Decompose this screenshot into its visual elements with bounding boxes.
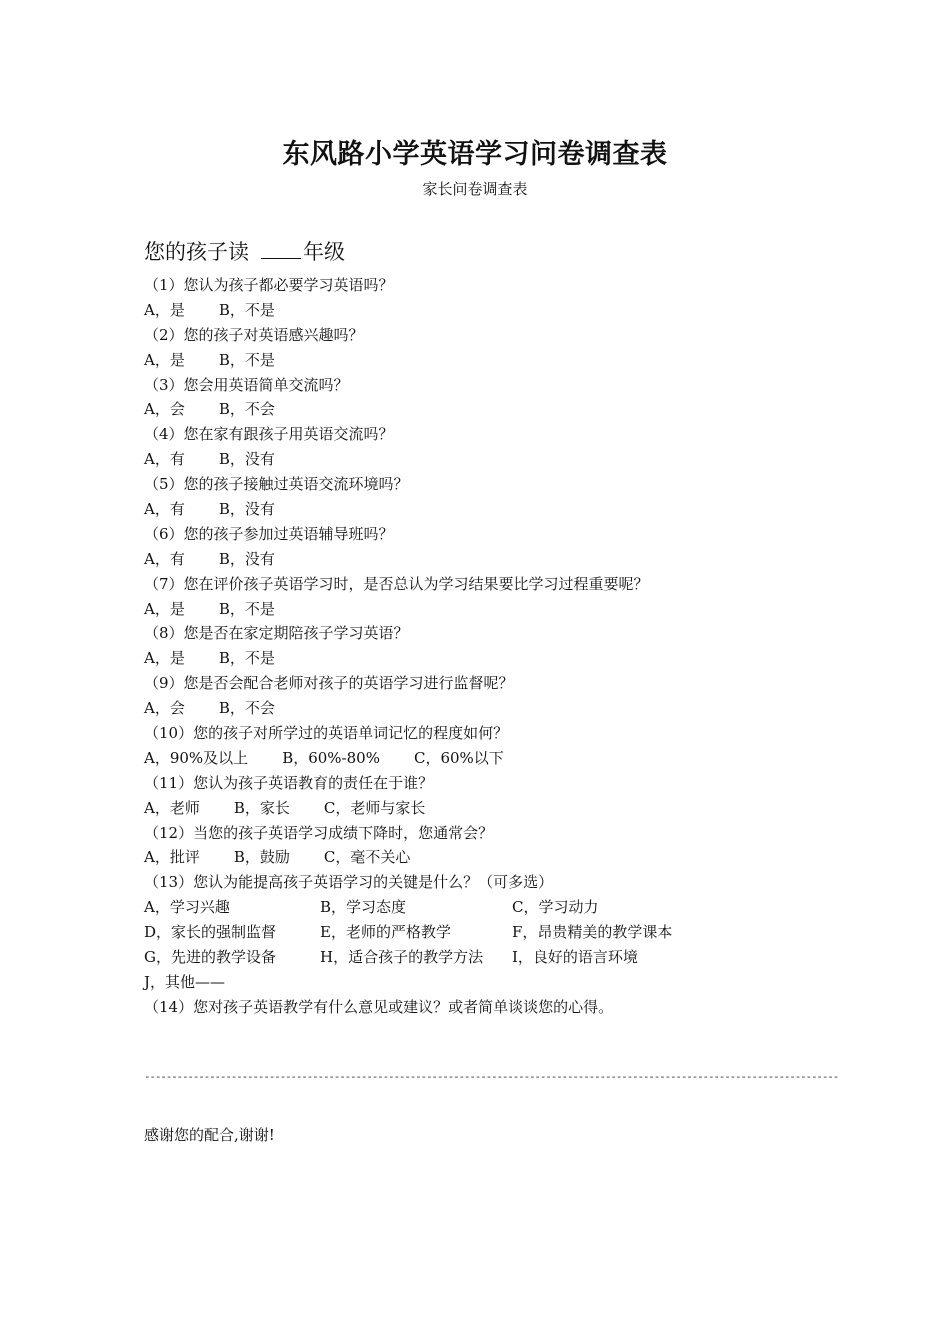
- options-9: [144, 696, 784, 721]
- option-10a[interactable]: A，90%及以上: [144, 748, 249, 767]
- option-12a[interactable]: A，批评: [144, 848, 200, 867]
- option-3b[interactable]: B，不会: [218, 400, 275, 419]
- option-10b[interactable]: B，60%-80%: [282, 748, 380, 767]
- question-9: （9）您是否会配合老师对孩子的英语学习进行监督呢？: [144, 674, 514, 693]
- option-11a[interactable]: A，老师: [144, 798, 200, 817]
- question-10: （10）您的孩子对所学过的英语单词记忆的程度如何？: [144, 724, 509, 743]
- options-13-row-1: [144, 895, 784, 920]
- option-11b[interactable]: B，家长: [233, 798, 290, 817]
- option-1a[interactable]: A，是: [144, 300, 185, 319]
- option-2b[interactable]: B，不是: [218, 350, 275, 369]
- options-12: [144, 845, 784, 870]
- option-13d[interactable]: D，家长的强制监督: [144, 923, 277, 942]
- grade-blank[interactable]: [261, 244, 301, 259]
- question-5: （5）您的孩子接触过英语交流环境吗？: [144, 475, 409, 494]
- option-13c[interactable]: C，学习动力: [512, 898, 599, 917]
- page-title: 东风路小学英语学习问卷调查表: [282, 139, 668, 170]
- option-9a[interactable]: A，会: [144, 699, 185, 718]
- option-12b[interactable]: B，鼓励: [233, 848, 290, 867]
- option-13e[interactable]: E，老师的严格教学: [320, 923, 451, 942]
- options-4: [144, 447, 784, 472]
- options-13-row-3: [144, 945, 784, 970]
- options-13-row-2: [144, 920, 784, 945]
- question-3: （3）您会用英语简单交流吗？: [144, 375, 349, 394]
- option-6a[interactable]: A，有: [144, 549, 185, 568]
- option-12c[interactable]: C，毫不关心: [323, 848, 411, 867]
- option-4a[interactable]: A，有: [144, 450, 185, 469]
- option-7a[interactable]: A，是: [144, 599, 185, 618]
- grade-suffix: 年级: [303, 240, 345, 264]
- option-13j[interactable]: J，其他——: [144, 972, 226, 991]
- options-1: [144, 298, 784, 323]
- question-1: （1）您认为孩子都必要学习英语吗？: [144, 276, 394, 294]
- options-2: [144, 348, 784, 373]
- option-13h[interactable]: H，适合孩子的教学方法: [320, 948, 484, 967]
- options-5: [144, 497, 784, 522]
- question-4: （4）您在家有跟孩子用英语交流吗？: [144, 425, 394, 444]
- option-13i[interactable]: I，良好的语言环境: [512, 948, 638, 967]
- grade-line: [144, 236, 345, 266]
- question-6: （6）您的孩子参加过英语辅导班吗？: [144, 524, 394, 543]
- question-11: （11）您认为孩子英语教育的责任在于谁？: [144, 773, 434, 792]
- option-8b[interactable]: B，不是: [218, 649, 275, 668]
- option-2a[interactable]: A，是: [144, 350, 185, 369]
- option-7b[interactable]: B，不是: [218, 599, 275, 618]
- option-6b[interactable]: B，没有: [218, 549, 275, 568]
- option-13b[interactable]: B，学习态度: [320, 898, 407, 917]
- option-9b[interactable]: B，不会: [218, 699, 275, 718]
- options-8: [144, 646, 784, 671]
- question-7: （7）您在评价孩子英语学习时，是否总认为学习结果要比学习过程重要呢？: [144, 574, 649, 593]
- question-8: （8）您是否在家定期陪孩子学习英语？: [144, 624, 409, 643]
- options-10: [144, 746, 784, 771]
- question-list: [144, 273, 784, 1020]
- dashed-divider: --------------------------------------------------------------------------------------------------------------------------------: [144, 1070, 839, 1083]
- options-6: [144, 547, 784, 572]
- options-7: [144, 597, 784, 622]
- option-11c[interactable]: C，老师与家长: [323, 798, 426, 817]
- options-13-row-4: [144, 970, 784, 995]
- page-subtitle: 家长问卷调查表: [422, 180, 528, 198]
- options-11: [144, 796, 784, 821]
- question-14: （14）您对孩子英语教学有什么意见或建议？或者简单谈谈您的心得。: [144, 997, 614, 1016]
- option-13g[interactable]: G，先进的教学设备: [144, 948, 276, 967]
- thanks-text: 感谢您的配合,谢谢!: [144, 1126, 275, 1144]
- question-12: （12）当您的孩子英语学习成绩下降时，您通常会？: [144, 823, 494, 842]
- option-5a[interactable]: A，有: [144, 500, 185, 519]
- option-4b[interactable]: B，没有: [218, 450, 275, 469]
- option-3a[interactable]: A，会: [144, 400, 185, 419]
- option-5b[interactable]: B，没有: [218, 500, 275, 519]
- question-2: （2）您的孩子对英语感兴趣吗？: [144, 325, 364, 344]
- option-8a[interactable]: A，是: [144, 649, 185, 668]
- option-13a[interactable]: A，学习兴趣: [144, 898, 230, 917]
- option-1b[interactable]: B，不是: [218, 300, 275, 319]
- options-3: [144, 397, 784, 422]
- question-13: （13）您认为能提高孩子英语学习的关键是什么？（可多选）: [144, 873, 554, 892]
- option-10c[interactable]: C，60%以下: [413, 748, 504, 767]
- option-13f[interactable]: F，昂贵精美的教学课本: [512, 923, 673, 942]
- grade-prefix: 您的孩子读: [144, 240, 249, 264]
